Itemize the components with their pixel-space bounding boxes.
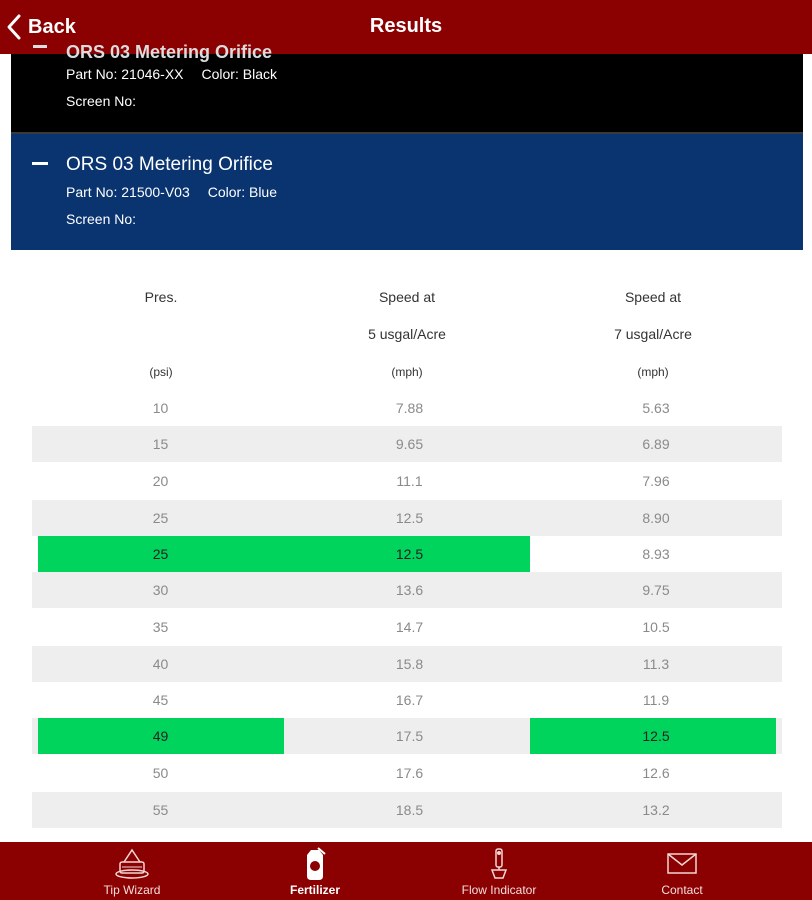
part-number: Part No: 21500-V03 — [66, 184, 190, 200]
speed-5-cell: 15.8 — [395, 656, 424, 672]
column-header-pressure: Pres. — [144, 289, 178, 305]
table-row-highlighted — [32, 536, 782, 572]
pressure-cell: 20 — [152, 473, 169, 489]
speed-7-cell: 11.3 — [642, 656, 670, 672]
table-row — [32, 572, 782, 608]
speed-5-cell: 14.7 — [395, 619, 424, 635]
part-number: Part No: 21046-XX — [66, 66, 184, 82]
speed-5-cell: 17.5 — [395, 728, 424, 744]
screen-number: Screen No: — [66, 93, 137, 109]
tab-label: Flow Indicator — [461, 883, 537, 897]
speed-7-cell: 12.5 — [642, 728, 670, 744]
color-label: Color: Blue — [207, 184, 278, 200]
card-title: ORS 03 Metering Orifice — [66, 42, 273, 62]
table-row — [32, 426, 782, 462]
speed-5-cell: 18.5 — [395, 802, 424, 818]
collapse-toggle-icon[interactable] — [32, 162, 48, 165]
speed-5-cell: 7.88 — [395, 400, 424, 416]
speed-7-cell: 5.63 — [642, 400, 670, 416]
speed-7-cell: 9.75 — [642, 582, 670, 598]
back-label: Back — [28, 15, 76, 38]
table-row — [32, 755, 782, 791]
speed-7-cell: 13.2 — [642, 802, 670, 818]
speed-7-cell: 8.93 — [642, 546, 670, 562]
unit-psi: (psi) — [149, 365, 173, 379]
speed-7-cell: 7.96 — [642, 473, 670, 489]
unit-mph: (mph) — [391, 365, 423, 379]
pressure-cell: 49 — [152, 728, 169, 744]
tab-label: Contact — [661, 883, 703, 897]
tab-contact[interactable] — [602, 842, 762, 900]
pressure-cell: 25 — [152, 510, 169, 526]
table-row — [32, 792, 782, 828]
fertilizer-icon — [298, 846, 332, 882]
table-row — [32, 500, 782, 536]
pressure-cell: 45 — [152, 692, 169, 708]
flow-indicator-icon — [486, 846, 512, 882]
pressure-cell: 25 — [152, 546, 169, 562]
tab-tip-wizard[interactable] — [52, 842, 212, 900]
table-row — [32, 609, 782, 645]
speed-7-cell: 10.5 — [642, 619, 670, 635]
column-header-speed-7: Speed at — [624, 289, 682, 305]
column-header-speed-5: Speed at — [378, 289, 436, 305]
pressure-cell: 30 — [152, 582, 169, 598]
envelope-icon — [665, 846, 699, 880]
tab-flow-indicator[interactable] — [419, 842, 579, 900]
table-row — [32, 682, 782, 718]
speed-5-cell: 12.5 — [395, 510, 424, 526]
table-row — [32, 390, 782, 426]
column-header-speed-7-rate: 7 usgal/Acre — [614, 326, 692, 342]
speed-7-cell: 12.6 — [642, 765, 670, 781]
pressure-cell: 10 — [152, 400, 169, 416]
speed-7-cell: 6.89 — [642, 436, 670, 452]
card-part-info — [66, 66, 277, 82]
collapse-toggle-icon[interactable] — [33, 45, 47, 48]
result-card-blue[interactable] — [11, 134, 803, 250]
color-label: Color: Black — [201, 66, 277, 82]
speed-5-cell: 11.1 — [396, 473, 423, 489]
table-row-highlighted — [32, 718, 782, 754]
speed-table — [11, 250, 803, 842]
speed-5-cell: 12.5 — [395, 546, 424, 562]
tip-wizard-icon — [112, 846, 152, 880]
results-list[interactable] — [11, 42, 803, 842]
speed-5-cell: 16.7 — [395, 692, 424, 708]
tab-label: Fertilizer — [289, 883, 340, 897]
screen-number: Screen No: — [66, 211, 137, 227]
speed-5-cell: 17.6 — [395, 765, 424, 781]
result-card-black[interactable] — [11, 42, 803, 132]
speed-7-cell: 11.9 — [642, 692, 670, 708]
pressure-cell: 55 — [152, 802, 169, 818]
tab-fertilizer[interactable] — [235, 842, 395, 900]
pressure-cell: 50 — [152, 765, 169, 781]
pressure-cell: 40 — [152, 656, 169, 672]
speed-5-cell: 9.65 — [395, 436, 424, 452]
pressure-cell: 35 — [152, 619, 169, 635]
column-header-speed-5-rate: 5 usgal/Acre — [368, 326, 446, 342]
card-part-info — [66, 184, 277, 200]
pressure-cell: 15 — [152, 436, 169, 452]
bottom-tab-bar — [0, 842, 812, 900]
page-title: Results — [369, 15, 443, 37]
unit-mph: (mph) — [637, 365, 669, 379]
card-title: ORS 03 Metering Orifice — [66, 154, 273, 175]
speed-5-cell: 13.6 — [395, 582, 424, 598]
table-row — [32, 646, 782, 682]
speed-7-cell: 8.90 — [642, 510, 670, 526]
table-row — [32, 463, 782, 499]
tab-label: Tip Wizard — [103, 883, 161, 897]
